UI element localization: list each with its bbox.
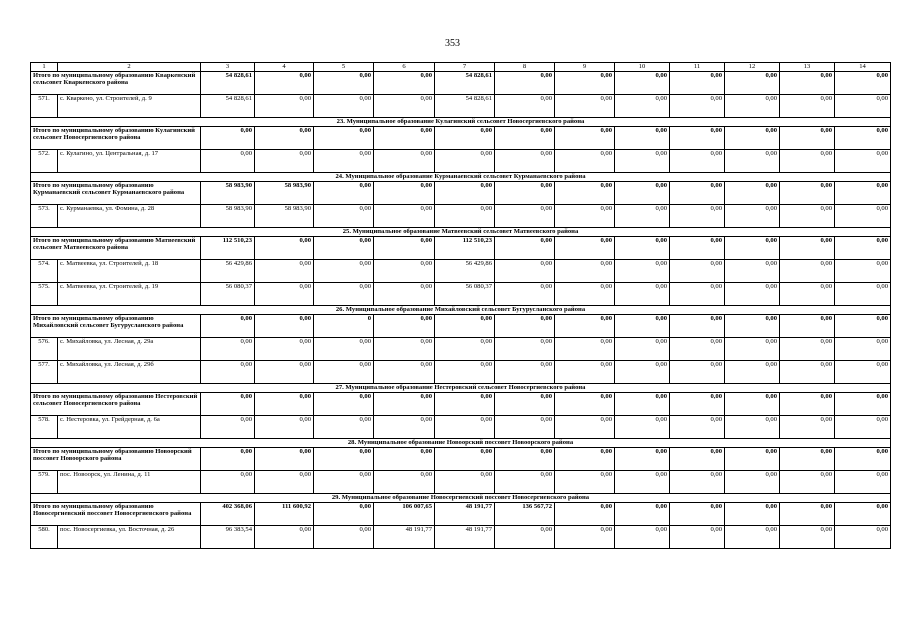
value-cell: 0,00 [670, 315, 725, 338]
header-cell: 10 [615, 63, 670, 72]
header-cell: 3 [201, 63, 255, 72]
value-cell: 0,00 [201, 471, 255, 494]
value-cell: 0,00 [255, 72, 314, 95]
value-cell: 0,00 [314, 361, 374, 384]
value-cell: 0,00 [255, 448, 314, 471]
table-row [31, 150, 891, 173]
total-label: Итого по муниципальному образованию Кулагинский сельсовет Новосергиевского района [31, 127, 201, 150]
section-title: 26. Муниципальное образование Михайловский сельсовет Бугурусланского района [31, 306, 891, 315]
value-cell: 0,00 [725, 416, 780, 439]
value-cell: 0,00 [780, 95, 835, 118]
value-cell: 0,00 [374, 416, 435, 439]
value-cell: 0,00 [314, 526, 374, 549]
value-cell: 0,00 [615, 182, 670, 205]
value-cell: 0,00 [435, 361, 495, 384]
table-row [31, 338, 891, 361]
value-cell: 0,00 [780, 182, 835, 205]
value-cell: 0,00 [495, 182, 555, 205]
header-cell: 13 [780, 63, 835, 72]
value-cell: 0,00 [314, 448, 374, 471]
value-cell: 0,00 [780, 150, 835, 173]
value-cell: 0,00 [670, 205, 725, 228]
value-cell: 0,00 [374, 260, 435, 283]
value-cell: 0,00 [780, 503, 835, 526]
value-cell: 0,00 [725, 361, 780, 384]
value-cell: 0,00 [255, 361, 314, 384]
row-number: 577. [31, 361, 58, 384]
total-row [31, 237, 891, 260]
value-cell: 0,00 [725, 315, 780, 338]
value-cell: 0,00 [555, 283, 615, 306]
table-row [31, 205, 891, 228]
value-cell: 0,00 [374, 283, 435, 306]
value-cell: 0,00 [314, 283, 374, 306]
value-cell: 0,00 [725, 182, 780, 205]
value-cell: 0,00 [615, 338, 670, 361]
value-cell: 112 510,23 [435, 237, 495, 260]
value-cell: 0,00 [314, 393, 374, 416]
value-cell: 0,00 [780, 393, 835, 416]
value-cell: 0,00 [725, 72, 780, 95]
value-cell: 136 567,72 [495, 503, 555, 526]
value-cell: 0,00 [615, 205, 670, 228]
value-cell: 0,00 [495, 338, 555, 361]
value-cell: 0,00 [615, 393, 670, 416]
value-cell: 0 [314, 315, 374, 338]
value-cell: 0,00 [555, 260, 615, 283]
value-cell: 0,00 [555, 503, 615, 526]
value-cell: 0,00 [835, 503, 891, 526]
address-cell: с. Михайловка, ул. Лесная, д. 29а [58, 338, 201, 361]
value-cell: 0,00 [495, 448, 555, 471]
value-cell: 0,00 [555, 526, 615, 549]
value-cell: 0,00 [435, 448, 495, 471]
value-cell: 0,00 [615, 237, 670, 260]
value-cell: 0,00 [435, 315, 495, 338]
value-cell: 0,00 [255, 526, 314, 549]
value-cell: 0,00 [670, 182, 725, 205]
value-cell: 0,00 [201, 361, 255, 384]
value-cell: 0,00 [495, 361, 555, 384]
value-cell: 0,00 [495, 315, 555, 338]
value-cell: 54 828,61 [201, 95, 255, 118]
value-cell: 0,00 [670, 448, 725, 471]
value-cell: 56 080,37 [201, 283, 255, 306]
value-cell: 0,00 [725, 283, 780, 306]
value-cell: 0,00 [615, 526, 670, 549]
value-cell: 0,00 [835, 127, 891, 150]
total-label: Итого по муниципальному образованию Новосергиевский поссовет Новосергиевского района [31, 503, 201, 526]
value-cell: 0,00 [725, 448, 780, 471]
value-cell: 0,00 [670, 471, 725, 494]
value-cell: 0,00 [255, 416, 314, 439]
section-row [31, 173, 891, 182]
value-cell: 0,00 [374, 361, 435, 384]
value-cell: 0,00 [725, 95, 780, 118]
value-cell: 0,00 [374, 237, 435, 260]
total-label: Итого по муниципальному образованию Новоорский поссовет Новоорского района [31, 448, 201, 471]
value-cell: 0,00 [374, 448, 435, 471]
row-number: 580. [31, 526, 58, 549]
value-cell: 0,00 [725, 338, 780, 361]
value-cell: 0,00 [495, 237, 555, 260]
value-cell: 0,00 [780, 471, 835, 494]
value-cell: 0,00 [374, 72, 435, 95]
value-cell: 0,00 [495, 283, 555, 306]
address-cell: с. Нестеровка, ул. Грейдерная, д. 6а [58, 416, 201, 439]
header-cell: 14 [835, 63, 891, 72]
table-row [31, 416, 891, 439]
value-cell: 48 191,77 [435, 526, 495, 549]
value-cell: 0,00 [780, 283, 835, 306]
value-cell: 0,00 [435, 416, 495, 439]
value-cell: 0,00 [314, 182, 374, 205]
value-cell: 111 600,92 [255, 503, 314, 526]
value-cell: 0,00 [780, 338, 835, 361]
value-cell: 0,00 [435, 393, 495, 416]
value-cell: 0,00 [555, 448, 615, 471]
value-cell: 0,00 [374, 315, 435, 338]
value-cell: 0,00 [555, 237, 615, 260]
value-cell: 0,00 [314, 416, 374, 439]
value-cell: 0,00 [201, 416, 255, 439]
header-cell: 1 [31, 63, 58, 72]
value-cell: 0,00 [725, 260, 780, 283]
value-cell: 48 191,77 [374, 526, 435, 549]
value-cell: 0,00 [495, 205, 555, 228]
row-number: 575. [31, 283, 58, 306]
value-cell: 0,00 [615, 503, 670, 526]
value-cell: 0,00 [725, 237, 780, 260]
value-cell: 0,00 [670, 338, 725, 361]
value-cell: 56 429,86 [435, 260, 495, 283]
value-cell: 0,00 [201, 127, 255, 150]
value-cell: 0,00 [835, 338, 891, 361]
address-cell: с. Курманаевка, ул. Фомина, д. 28 [58, 205, 201, 228]
value-cell: 0,00 [495, 127, 555, 150]
header-cell: 7 [435, 63, 495, 72]
value-cell: 54 828,61 [435, 95, 495, 118]
header-cell: 2 [58, 63, 201, 72]
value-cell: 0,00 [495, 72, 555, 95]
total-row [31, 127, 891, 150]
value-cell: 0,00 [255, 315, 314, 338]
value-cell: 0,00 [435, 338, 495, 361]
value-cell: 0,00 [670, 503, 725, 526]
value-cell: 0,00 [670, 95, 725, 118]
header-row [31, 63, 891, 72]
value-cell: 0,00 [314, 150, 374, 173]
value-cell: 0,00 [495, 526, 555, 549]
value-cell: 0,00 [615, 448, 670, 471]
value-cell: 56 080,37 [435, 283, 495, 306]
value-cell: 0,00 [615, 95, 670, 118]
value-cell: 0,00 [314, 205, 374, 228]
value-cell: 0,00 [255, 338, 314, 361]
table-row [31, 526, 891, 549]
value-cell: 0,00 [670, 260, 725, 283]
section-row [31, 306, 891, 315]
value-cell: 0,00 [314, 503, 374, 526]
value-cell: 0,00 [725, 471, 780, 494]
total-row [31, 182, 891, 205]
value-cell: 0,00 [780, 260, 835, 283]
row-number: 574. [31, 260, 58, 283]
value-cell: 54 828,61 [435, 72, 495, 95]
value-cell: 58 983,90 [201, 205, 255, 228]
value-cell: 0,00 [255, 283, 314, 306]
header-cell: 4 [255, 63, 314, 72]
value-cell: 0,00 [435, 182, 495, 205]
value-cell: 0,00 [255, 95, 314, 118]
value-cell: 0,00 [555, 361, 615, 384]
section-title: 25. Муниципальное образование Матвеевский сельсовет Матвеевского района [31, 228, 891, 237]
section-title: 29. Муниципальное образование Новосергиевский поссовет Новосергиевского района [31, 494, 891, 503]
total-label: Итого по муниципальному образованию Нестеровский сельсовет Новосергиевского района [31, 393, 201, 416]
value-cell: 0,00 [555, 393, 615, 416]
value-cell: 0,00 [255, 237, 314, 260]
total-row [31, 393, 891, 416]
value-cell: 0,00 [314, 237, 374, 260]
value-cell: 0,00 [314, 127, 374, 150]
value-cell: 0,00 [615, 72, 670, 95]
section-title: 28. Муниципальное образование Новоорский поссовет Новоорского района [31, 439, 891, 448]
value-cell: 0,00 [314, 338, 374, 361]
value-cell: 0,00 [495, 393, 555, 416]
row-number: 571. [31, 95, 58, 118]
value-cell: 0,00 [374, 393, 435, 416]
value-cell: 0,00 [835, 72, 891, 95]
section-row [31, 118, 891, 127]
value-cell: 0,00 [555, 150, 615, 173]
header-cell: 6 [374, 63, 435, 72]
value-cell: 0,00 [670, 127, 725, 150]
value-cell: 0,00 [201, 338, 255, 361]
value-cell: 0,00 [835, 182, 891, 205]
row-number: 576. [31, 338, 58, 361]
value-cell: 0,00 [495, 95, 555, 118]
value-cell: 0,00 [555, 471, 615, 494]
value-cell: 0,00 [780, 72, 835, 95]
value-cell: 0,00 [374, 205, 435, 228]
value-cell: 0,00 [201, 393, 255, 416]
value-cell: 0,00 [255, 127, 314, 150]
value-cell: 0,00 [780, 205, 835, 228]
value-cell: 0,00 [374, 338, 435, 361]
value-cell: 0,00 [201, 315, 255, 338]
value-cell: 0,00 [555, 205, 615, 228]
value-cell: 0,00 [780, 526, 835, 549]
value-cell: 0,00 [615, 416, 670, 439]
value-cell: 0,00 [725, 503, 780, 526]
total-row [31, 503, 891, 526]
value-cell: 0,00 [835, 315, 891, 338]
value-cell: 0,00 [255, 393, 314, 416]
value-cell: 0,00 [615, 260, 670, 283]
value-cell: 0,00 [314, 471, 374, 494]
address-cell: с. Кулагино, ул. Центральная, д. 17 [58, 150, 201, 173]
value-cell: 0,00 [201, 448, 255, 471]
total-row [31, 315, 891, 338]
total-label: Итого по муниципальному образованию Михайловский сельсовет Бугурусланского района [31, 315, 201, 338]
value-cell: 0,00 [780, 315, 835, 338]
address-cell: с. Матвеевка, ул. Строителей, д. 18 [58, 260, 201, 283]
value-cell: 0,00 [835, 237, 891, 260]
table-row [31, 283, 891, 306]
data-table [30, 62, 891, 549]
value-cell: 0,00 [555, 416, 615, 439]
value-cell: 0,00 [374, 471, 435, 494]
address-cell: пос. Новоорск, ул. Ленина, д. 11 [58, 471, 201, 494]
header-cell: 12 [725, 63, 780, 72]
value-cell: 96 383,54 [201, 526, 255, 549]
value-cell: 0,00 [555, 95, 615, 118]
value-cell: 0,00 [835, 205, 891, 228]
value-cell: 0,00 [255, 471, 314, 494]
value-cell: 0,00 [670, 393, 725, 416]
value-cell: 0,00 [725, 393, 780, 416]
value-cell: 0,00 [670, 416, 725, 439]
value-cell: 48 191,77 [435, 503, 495, 526]
value-cell: 0,00 [555, 338, 615, 361]
value-cell: 0,00 [555, 127, 615, 150]
section-row [31, 228, 891, 237]
value-cell: 0,00 [495, 471, 555, 494]
value-cell: 0,00 [835, 283, 891, 306]
value-cell: 0,00 [615, 315, 670, 338]
value-cell: 0,00 [835, 260, 891, 283]
value-cell: 0,00 [725, 150, 780, 173]
value-cell: 0,00 [670, 526, 725, 549]
value-cell: 0,00 [615, 361, 670, 384]
value-cell: 0,00 [255, 150, 314, 173]
value-cell: 0,00 [835, 95, 891, 118]
value-cell: 402 368,06 [201, 503, 255, 526]
header-cell: 5 [314, 63, 374, 72]
page-number: 353 [445, 38, 460, 49]
table-row [31, 95, 891, 118]
value-cell: 0,00 [615, 471, 670, 494]
section-title: 24. Муниципальное образование Курманаевский сельсовет Курманаевского района [31, 173, 891, 182]
value-cell: 0,00 [780, 361, 835, 384]
row-number: 573. [31, 205, 58, 228]
value-cell: 0,00 [495, 260, 555, 283]
row-number: 578. [31, 416, 58, 439]
row-number: 579. [31, 471, 58, 494]
value-cell: 0,00 [555, 315, 615, 338]
value-cell: 0,00 [670, 150, 725, 173]
address-cell: с. Кваркено, ул. Строителей, д. 9 [58, 95, 201, 118]
total-row [31, 72, 891, 95]
row-number: 572. [31, 150, 58, 173]
value-cell: 0,00 [435, 127, 495, 150]
value-cell: 0,00 [835, 361, 891, 384]
value-cell: 0,00 [835, 448, 891, 471]
value-cell: 0,00 [314, 260, 374, 283]
address-cell: с. Михайловка, ул. Лесная, д. 29б [58, 361, 201, 384]
section-row [31, 494, 891, 503]
value-cell: 0,00 [435, 471, 495, 494]
value-cell: 0,00 [835, 393, 891, 416]
value-cell: 0,00 [725, 526, 780, 549]
value-cell: 0,00 [201, 150, 255, 173]
value-cell: 112 510,23 [201, 237, 255, 260]
total-label: Итого по муниципальному образованию Курманаевский сельсовет Курманаевского района [31, 182, 201, 205]
value-cell: 0,00 [255, 260, 314, 283]
value-cell: 0,00 [780, 127, 835, 150]
total-label: Итого по муниципальному образованию Кваркенский сельсовет Кваркенского района [31, 72, 201, 95]
value-cell: 0,00 [374, 150, 435, 173]
value-cell: 0,00 [835, 150, 891, 173]
value-cell: 0,00 [495, 416, 555, 439]
value-cell: 0,00 [725, 127, 780, 150]
value-cell: 58 983,90 [201, 182, 255, 205]
value-cell: 0,00 [435, 150, 495, 173]
value-cell: 56 429,86 [201, 260, 255, 283]
section-title: 27. Муниципальное образование Нестеровский сельсовет Новосергиевского района [31, 384, 891, 393]
value-cell: 0,00 [780, 448, 835, 471]
value-cell: 58 983,90 [255, 182, 314, 205]
value-cell: 0,00 [615, 283, 670, 306]
address-cell: с. Матвеевка, ул. Строителей, д. 19 [58, 283, 201, 306]
value-cell: 0,00 [615, 127, 670, 150]
value-cell: 0,00 [670, 237, 725, 260]
value-cell: 0,00 [374, 127, 435, 150]
table-row [31, 260, 891, 283]
value-cell: 0,00 [670, 283, 725, 306]
value-cell: 0,00 [374, 182, 435, 205]
section-title: 23. Муниципальное образование Кулагинский сельсовет Новосергиевского района [31, 118, 891, 127]
value-cell: 0,00 [835, 471, 891, 494]
section-row [31, 439, 891, 448]
table-row [31, 471, 891, 494]
total-row [31, 448, 891, 471]
header-cell: 11 [670, 63, 725, 72]
value-cell: 54 828,61 [201, 72, 255, 95]
value-cell: 0,00 [780, 237, 835, 260]
header-cell: 8 [495, 63, 555, 72]
value-cell: 0,00 [555, 72, 615, 95]
value-cell: 106 007,65 [374, 503, 435, 526]
table-row [31, 361, 891, 384]
value-cell: 0,00 [374, 95, 435, 118]
section-row [31, 384, 891, 393]
value-cell: 0,00 [314, 72, 374, 95]
value-cell: 0,00 [670, 72, 725, 95]
address-cell: пос. Новосергиевка, ул. Восточная, д. 26 [58, 526, 201, 549]
value-cell: 0,00 [495, 150, 555, 173]
value-cell: 0,00 [555, 182, 615, 205]
value-cell: 0,00 [780, 416, 835, 439]
value-cell: 0,00 [435, 205, 495, 228]
value-cell: 0,00 [670, 361, 725, 384]
value-cell: 0,00 [835, 526, 891, 549]
value-cell: 0,00 [615, 150, 670, 173]
value-cell: 0,00 [314, 95, 374, 118]
value-cell: 0,00 [835, 416, 891, 439]
value-cell: 58 983,90 [255, 205, 314, 228]
total-label: Итого по муниципальному образованию Матвеевский сельсовет Матвеевского района [31, 237, 201, 260]
header-cell: 9 [555, 63, 615, 72]
value-cell: 0,00 [725, 205, 780, 228]
